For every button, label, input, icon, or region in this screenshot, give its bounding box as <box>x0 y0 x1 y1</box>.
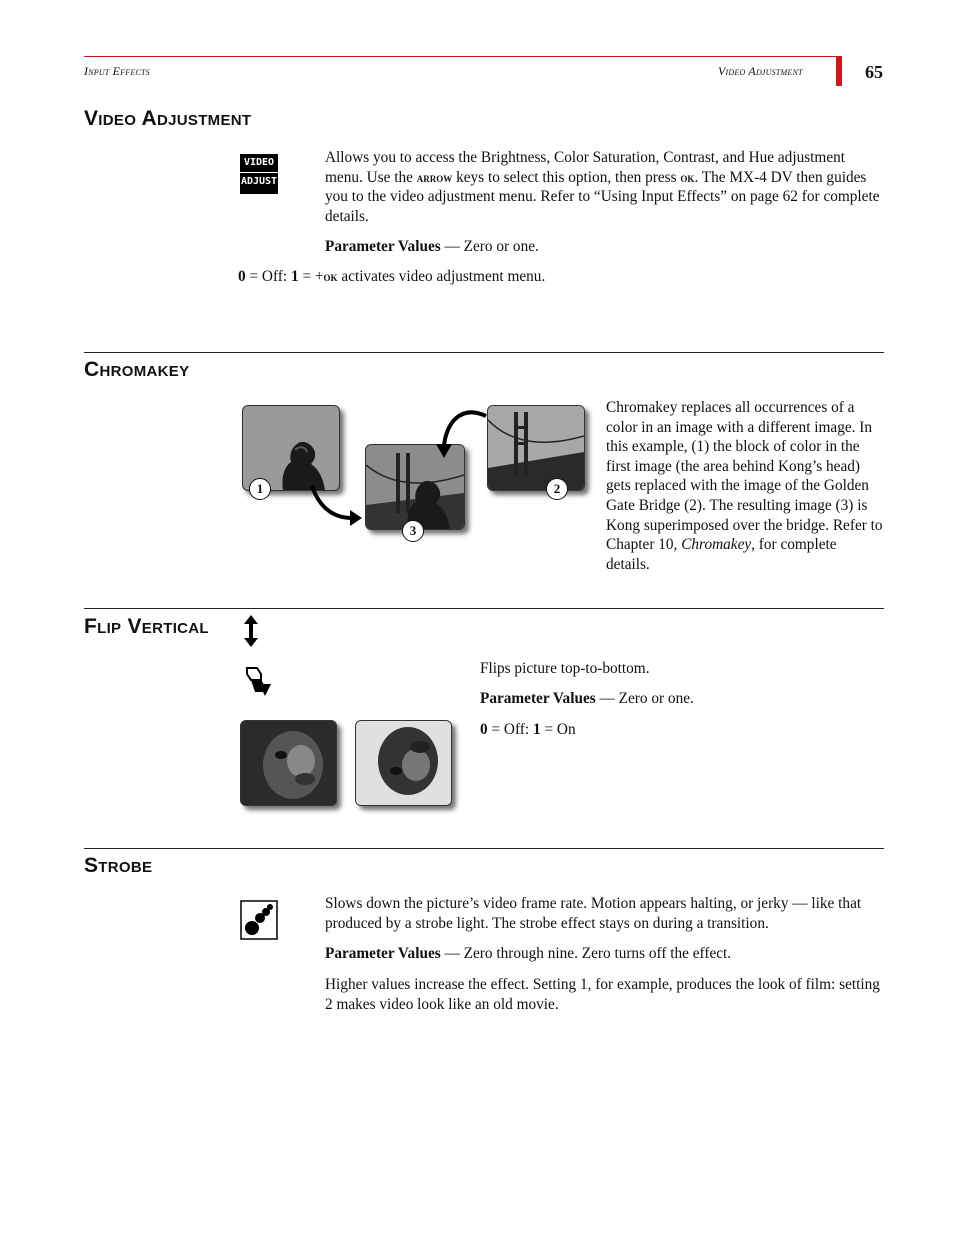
arrow-head-icon <box>436 444 452 458</box>
param-label: Parameter Values <box>325 945 441 962</box>
flip-vertical-icon <box>243 664 273 698</box>
ok-key-label: ok <box>323 269 338 284</box>
page-number: 65 <box>865 62 883 82</box>
header-right: Video Adjustment <box>718 64 803 78</box>
value-zero: 0 <box>238 268 246 285</box>
gorilla-face <box>241 721 336 805</box>
arrow-1-to-3 <box>312 486 352 518</box>
flip-original-image <box>240 720 337 806</box>
chromakey-bridge-image <box>487 405 585 491</box>
desc-text: Chromakey replaces all occurrences of a color in an image with a different image. In this example, (1) the block of color in the first image (the area behind Kong’s head) gets replaced with the image of the Golden Gate Bridge (2). The resulting image (3) is Kong superimposed over the bridge. Refer to Chapter 10, <box>606 399 883 554</box>
chromakey-badge-3: 3 <box>402 520 424 542</box>
desc-text: , for complete details. <box>606 536 837 573</box>
section-title-video-adjustment: Video Adjustment <box>84 107 252 130</box>
video-adjust-icon-line2: ADJUST <box>240 176 278 187</box>
section-title-strobe: Strobe <box>84 854 153 877</box>
flip-flipped-image <box>355 720 452 806</box>
double-arrow-icon <box>242 614 260 648</box>
video-adjustment-description <box>325 148 885 226</box>
desc-text: Allows you to access the Brightness, Color Saturation, Contrast, and Hue adjustment menu. Use the <box>325 149 846 186</box>
arrow-head-icon <box>350 510 362 526</box>
param-text: — Zero through nine. Zero turns off the effect. <box>440 945 732 962</box>
value-text: = Off: <box>487 721 533 738</box>
section-rule <box>84 848 884 849</box>
section-rule <box>84 352 884 353</box>
bridge-silhouette <box>488 406 584 490</box>
flip-vertical-description: Flips picture top-to-bottom. <box>480 660 650 677</box>
header-red-bar <box>836 56 842 86</box>
value-text: = Off: <box>245 268 291 285</box>
desc-text: keys to select this option, then press <box>452 168 681 186</box>
header-left: Input Effects <box>84 64 150 78</box>
video-adjustment-values <box>238 267 838 287</box>
strobe-parameter-values <box>325 944 885 964</box>
video-adjustment-parameter-values <box>325 237 885 257</box>
strobe-icon <box>240 900 278 940</box>
chromakey-badge-2: 2 <box>546 478 568 500</box>
chapter-reference: Chromakey <box>681 536 752 554</box>
video-adjust-icon-line1: VIDEO <box>240 154 278 173</box>
chromakey-badge-1: 1 <box>249 478 271 500</box>
value-one: 1 <box>290 268 299 285</box>
param-text: — Zero or one. <box>440 238 539 255</box>
strobe-extra-description: Higher values increase the effect. Setting 1, for example, produces the look of film: setting 2 makes video look like an old movie. <box>325 976 880 1013</box>
section-title-flip-vertical: Flip Vertical <box>84 615 209 638</box>
arrow-key-label: arrow <box>416 169 453 185</box>
chromakey-description <box>606 398 884 574</box>
chromakey-arrows <box>300 380 500 530</box>
flip-vertical-values <box>480 720 880 740</box>
flip-vertical-parameter-values <box>480 689 880 709</box>
section-rule <box>84 608 884 609</box>
arrow-2-to-3 <box>444 412 486 446</box>
value-text: = On <box>540 721 576 738</box>
desc-text: . The MX-4 DV then guides you to the video adjustment menu. Refer to “Using Input Effects” on page 62 for complete details. <box>325 168 880 225</box>
param-label: Parameter Values <box>325 238 441 255</box>
value-zero: 0 <box>480 721 488 738</box>
value-text: activates video adjustment menu. <box>337 268 546 285</box>
value-one: 1 <box>532 721 541 738</box>
video-adjust-icon <box>240 154 278 194</box>
value-text: = + <box>298 268 324 285</box>
param-label: Parameter Values <box>480 690 596 707</box>
strobe-description: Slows down the picture’s video frame rate. Motion appears halting, or jerky — like that produced by a strobe light. The strobe effect stays on during a transition. <box>325 895 862 932</box>
section-title-chromakey: Chromakey <box>84 358 190 381</box>
ok-key-label: ok <box>680 169 695 185</box>
param-text: — Zero or one. <box>595 690 694 707</box>
gorilla-face-flipped <box>356 721 451 805</box>
header-rule <box>84 56 838 57</box>
